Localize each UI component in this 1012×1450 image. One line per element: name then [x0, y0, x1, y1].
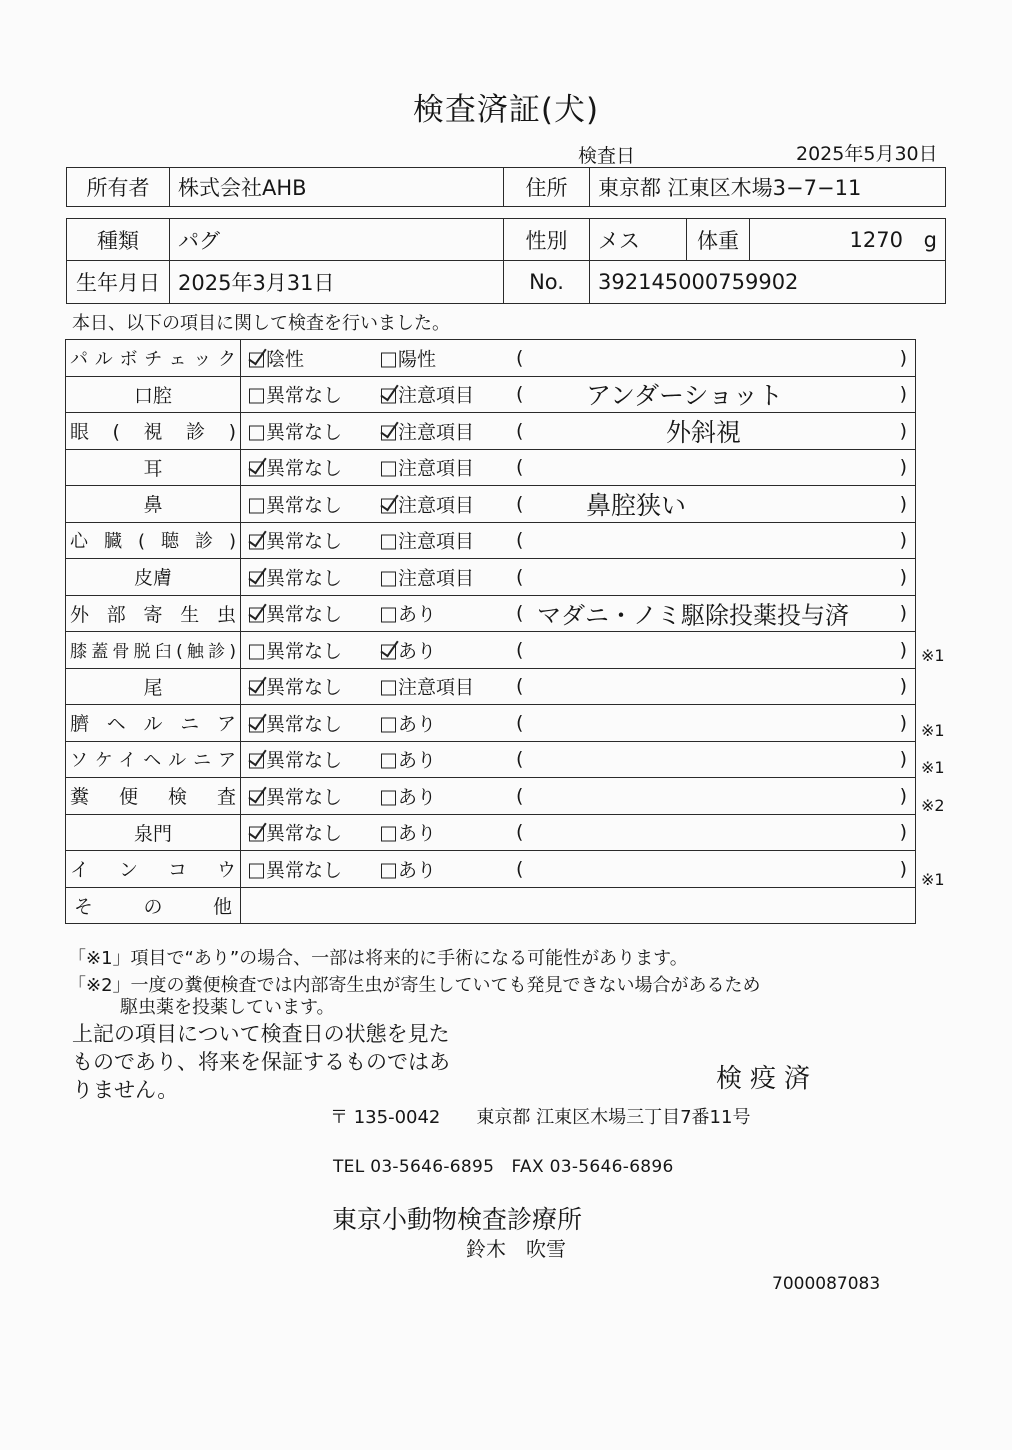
inspection-name-cell — [66, 559, 241, 596]
inspection-result-cell — [241, 705, 916, 742]
checked-checkbox[interactable] — [381, 644, 396, 659]
exam-date-label: 検査日 — [578, 145, 636, 167]
inspection-row — [66, 413, 916, 450]
breed-label: 種類 — [67, 219, 170, 261]
checkbox[interactable] — [381, 352, 396, 367]
option-normal[interactable] — [249, 344, 304, 371]
paren-close: ) — [899, 638, 907, 661]
option-normal[interactable] — [249, 746, 342, 773]
paren-open: ( — [516, 492, 524, 515]
paren-open: ( — [516, 602, 524, 625]
option-label: 異常なし — [266, 494, 343, 517]
paren-open: ( — [516, 675, 524, 698]
paren-close: ) — [899, 857, 907, 880]
inspection-result-cell — [241, 340, 916, 377]
option-label: 注意項目 — [398, 384, 475, 407]
option-label: あり — [398, 786, 437, 809]
option-label: 異常なし — [266, 384, 343, 407]
reference-mark: ※2 — [921, 795, 945, 815]
inspection-name: 眼(視診) — [70, 421, 236, 444]
option-attention[interactable] — [381, 636, 436, 663]
inspection-row — [66, 376, 916, 413]
inspection-note: 鼻腔狭い — [586, 490, 687, 520]
weight-cell — [750, 219, 946, 261]
checked-checkbox[interactable] — [249, 827, 264, 842]
option-label: 異常なし — [266, 640, 343, 663]
option-attention[interactable] — [381, 855, 436, 882]
paren-open: ( — [516, 456, 524, 479]
inspection-row — [66, 340, 916, 377]
option-label: あり — [398, 822, 437, 845]
address-value: 東京都 江東区木場3−7−11 — [590, 168, 946, 207]
birth-label: 生年月日 — [67, 261, 170, 304]
checkbox[interactable] — [249, 389, 264, 404]
option-attention[interactable] — [381, 527, 474, 554]
checkbox[interactable] — [249, 425, 264, 440]
inspection-name: 耳 — [143, 457, 163, 480]
option-normal[interactable] — [249, 417, 342, 444]
reference-mark: ※1 — [921, 870, 945, 890]
option-label: 注意項目 — [398, 676, 475, 699]
weight-unit: g — [923, 227, 937, 252]
inspection-row — [66, 705, 916, 742]
paren-close: ) — [899, 748, 907, 771]
other-label-cell — [66, 887, 241, 924]
inspection-name: ソケイヘルニア — [70, 750, 236, 772]
inspection-row — [66, 522, 916, 559]
option-attention[interactable] — [381, 454, 474, 481]
footnote-2: 「※2」一度の糞便検査では内部寄生虫が寄生していても発見できない場合があるため — [68, 975, 761, 996]
option-attention[interactable] — [381, 782, 436, 809]
inspection-name: インコウ — [70, 859, 236, 882]
paren-close: ) — [899, 711, 907, 734]
other-value-cell — [241, 887, 916, 924]
option-label: あり — [398, 859, 437, 882]
inspection-note: マダニ・ノミ駆除投薬投与済 — [537, 601, 849, 630]
paren-open: ( — [516, 638, 524, 661]
option-label: 異常なし — [266, 676, 343, 699]
paren-open: ( — [516, 419, 524, 442]
paren-open: ( — [516, 748, 524, 771]
paren-open: ( — [516, 565, 524, 588]
inspection-name-cell — [66, 632, 241, 669]
checkbox[interactable] — [381, 863, 396, 878]
inspection-name: 臍ヘルニア — [70, 713, 236, 736]
option-normal[interactable] — [249, 782, 342, 809]
inspection-name-cell — [66, 376, 241, 413]
checked-checkbox[interactable] — [249, 571, 264, 586]
paren-open: ( — [516, 857, 524, 880]
paren-open: ( — [516, 529, 524, 552]
inspection-name: 糞便検査 — [70, 786, 236, 809]
paren-close: ) — [899, 492, 907, 515]
footnote-1: 「※1」項目で“あり”の場合、一部は将来的に手術になる可能性があります。 — [68, 948, 688, 969]
inspection-result-cell — [241, 851, 916, 888]
option-label: 異常なし — [266, 530, 343, 553]
option-label: 異常なし — [266, 786, 343, 809]
inspection-result-cell — [241, 376, 916, 413]
option-normal[interactable] — [249, 527, 342, 554]
paren-close: ) — [899, 456, 907, 479]
checkbox[interactable] — [381, 608, 396, 623]
option-label: あり — [398, 640, 437, 663]
option-label: 異常なし — [266, 421, 343, 444]
option-normal[interactable] — [249, 381, 342, 408]
inspection-name-cell — [66, 814, 241, 851]
clinic-phone: TEL 03-5646-6895 FAX 03-5646-6896 — [333, 1157, 674, 1177]
inspection-row — [66, 778, 916, 815]
paren-open: ( — [516, 383, 524, 406]
inspection-row — [66, 449, 916, 486]
paren-open: ( — [516, 821, 524, 844]
option-attention[interactable] — [381, 819, 436, 846]
option-label: あり — [398, 713, 437, 736]
serial-number: 7000087083 — [772, 1274, 881, 1294]
option-attention[interactable] — [381, 381, 474, 408]
checkbox[interactable] — [381, 681, 396, 696]
option-normal[interactable] — [249, 855, 342, 882]
paren-close: ) — [899, 346, 907, 369]
inspection-name: 尾 — [143, 676, 163, 699]
option-label: あり — [398, 603, 437, 626]
intro-text: 本日、以下の項目に関して検査を行いました。 — [72, 313, 450, 334]
inspection-result-cell — [241, 778, 916, 815]
checked-checkbox[interactable] — [381, 389, 396, 404]
option-label: 注意項目 — [398, 567, 475, 590]
inspection-row — [66, 814, 916, 851]
paren-open: ( — [516, 711, 524, 734]
option-label: 注意項目 — [398, 421, 475, 444]
birth-value: 2025年3月31日 — [170, 261, 504, 304]
inspection-name-cell — [66, 449, 241, 486]
inspection-row — [66, 486, 916, 523]
inspection-note: 外斜視 — [666, 417, 742, 447]
quarantine-stamp: 検疫済 — [716, 1064, 819, 1094]
inspection-result-cell — [241, 413, 916, 450]
owner-label: 所有者 — [67, 168, 170, 207]
inspection-row — [66, 668, 916, 705]
checkbox[interactable] — [381, 827, 396, 842]
inspection-name: 心臓(聴診) — [70, 531, 236, 553]
inspection-result-cell — [241, 741, 916, 778]
reference-mark: ※1 — [921, 646, 945, 666]
paren-open: ( — [516, 346, 524, 369]
inspection-name-cell — [66, 486, 241, 523]
paren-close: ) — [899, 383, 907, 406]
paren-close: ) — [899, 419, 907, 442]
option-attention[interactable] — [381, 746, 436, 773]
address-label: 住所 — [504, 168, 590, 207]
option-normal[interactable] — [249, 563, 342, 590]
inspection-name-cell — [66, 668, 241, 705]
sex-label: 性別 — [504, 219, 590, 261]
option-normal[interactable] — [249, 636, 342, 663]
inspection-name-cell — [66, 778, 241, 815]
inspection-table — [65, 339, 916, 924]
clinic-address: 〒 135-0042 東京都 江東区木場三丁目7番11号 — [330, 1107, 751, 1128]
doctor-name: 鈴木 吹雪 — [466, 1237, 566, 1261]
option-normal[interactable] — [249, 819, 342, 846]
inspection-result-cell — [241, 668, 916, 705]
reference-mark: ※1 — [921, 721, 945, 740]
option-normal[interactable] — [249, 454, 342, 481]
option-label: 異常なし — [266, 457, 343, 480]
option-label: 注意項目 — [398, 494, 475, 517]
inspection-result-cell — [241, 449, 916, 486]
inspection-row — [66, 595, 916, 632]
inspection-row — [66, 559, 916, 596]
clinic-name: 東京小動物検査診療所 — [332, 1205, 583, 1234]
pet-table — [66, 218, 946, 304]
checkbox[interactable] — [381, 535, 396, 550]
inspection-name-cell — [66, 413, 241, 450]
option-label: 陽性 — [398, 348, 437, 371]
inspection-note: アンダーショット — [586, 381, 784, 411]
inspection-name-cell — [66, 340, 241, 377]
checked-checkbox[interactable] — [249, 717, 264, 732]
checkbox[interactable] — [381, 462, 396, 477]
inspection-name-cell — [66, 851, 241, 888]
paren-open: ( — [516, 784, 524, 807]
checked-checkbox[interactable] — [249, 681, 264, 696]
option-label: 異常なし — [266, 567, 343, 590]
inspection-name-cell — [66, 522, 241, 559]
inspection-result-cell — [241, 522, 916, 559]
option-label: 異常なし — [266, 859, 343, 882]
checked-checkbox[interactable] — [249, 754, 264, 769]
checkbox[interactable] — [249, 498, 264, 513]
option-attention[interactable] — [381, 709, 436, 736]
no-label: No. — [504, 261, 590, 304]
checked-checkbox[interactable] — [381, 425, 396, 440]
inspection-name: 皮膚 — [133, 567, 172, 590]
option-attention[interactable] — [381, 417, 474, 444]
option-label: 注意項目 — [398, 530, 475, 553]
inspection-row — [66, 851, 916, 888]
paren-close: ) — [899, 529, 907, 552]
option-attention[interactable] — [381, 673, 474, 700]
exam-date-value: 2025年5月30日 — [796, 143, 938, 165]
inspection-row-other — [66, 887, 916, 924]
checkbox[interactable] — [381, 717, 396, 732]
checkbox[interactable] — [381, 790, 396, 805]
inspection-result-cell — [241, 814, 916, 851]
other-label: その他 — [74, 895, 232, 918]
paren-close: ) — [899, 675, 907, 698]
option-normal[interactable] — [249, 490, 342, 517]
checked-checkbox[interactable] — [249, 608, 264, 623]
checked-checkbox[interactable] — [249, 535, 264, 550]
breed-value: パグ — [170, 219, 504, 261]
inspection-name-cell — [66, 595, 241, 632]
option-label: 注意項目 — [398, 457, 475, 480]
option-attention[interactable] — [381, 563, 474, 590]
reference-mark: ※1 — [921, 758, 945, 778]
no-value: 392145000759902 — [590, 261, 946, 304]
checked-checkbox[interactable] — [249, 352, 264, 367]
inspection-name: 口腔 — [133, 384, 172, 407]
option-attention[interactable] — [381, 600, 436, 627]
paren-close: ) — [899, 784, 907, 807]
inspection-name: 泉門 — [133, 822, 172, 845]
checkbox[interactable] — [249, 644, 264, 659]
checked-checkbox[interactable] — [249, 790, 264, 805]
inspection-result-cell — [241, 559, 916, 596]
option-normal[interactable] — [249, 709, 342, 736]
owner-table — [66, 167, 946, 207]
inspection-row — [66, 741, 916, 778]
paren-close: ) — [899, 565, 907, 588]
option-label: 異常なし — [266, 603, 343, 626]
inspection-name: パルボチェック — [70, 348, 236, 370]
inspection-name: 鼻 — [143, 494, 163, 517]
footnote-2-cont: 駆虫薬を投薬しています。 — [120, 997, 335, 1018]
option-normal[interactable] — [249, 600, 342, 627]
option-attention[interactable] — [381, 490, 474, 517]
inspection-name-cell — [66, 705, 241, 742]
option-label: あり — [398, 749, 437, 772]
option-normal[interactable] — [249, 673, 342, 700]
option-attention[interactable] — [381, 344, 436, 371]
paren-close: ) — [899, 821, 907, 844]
inspection-result-cell — [241, 486, 916, 523]
option-label: 異常なし — [266, 749, 343, 772]
inspection-name: 外部寄生虫 — [70, 603, 236, 626]
inspection-row — [66, 632, 916, 669]
paren-close: ) — [899, 602, 907, 625]
inspection-name: 膝蓋骨脱臼(触診) — [70, 642, 236, 663]
checkbox[interactable] — [381, 754, 396, 769]
inspection-name-cell — [66, 741, 241, 778]
checkbox[interactable] — [381, 571, 396, 586]
owner-value: 株式会社AHB — [170, 168, 504, 207]
sex-value: メス — [590, 219, 687, 261]
option-label: 異常なし — [266, 822, 343, 845]
option-label: 異常なし — [266, 713, 343, 736]
weight-value: 1270 — [849, 227, 903, 252]
document-title: 検査済証(犬) — [412, 92, 600, 128]
checkbox[interactable] — [249, 863, 264, 878]
weight-label: 体重 — [687, 219, 750, 261]
inspection-result-cell — [241, 632, 916, 669]
option-label: 陰性 — [266, 348, 305, 371]
checked-checkbox[interactable] — [249, 462, 264, 477]
inspection-result-cell — [241, 595, 916, 632]
checked-checkbox[interactable] — [381, 498, 396, 513]
disclaimer: 上記の項目について検査日の状態を見たものであり、将来を保証するものではありません。 — [72, 1022, 450, 1102]
